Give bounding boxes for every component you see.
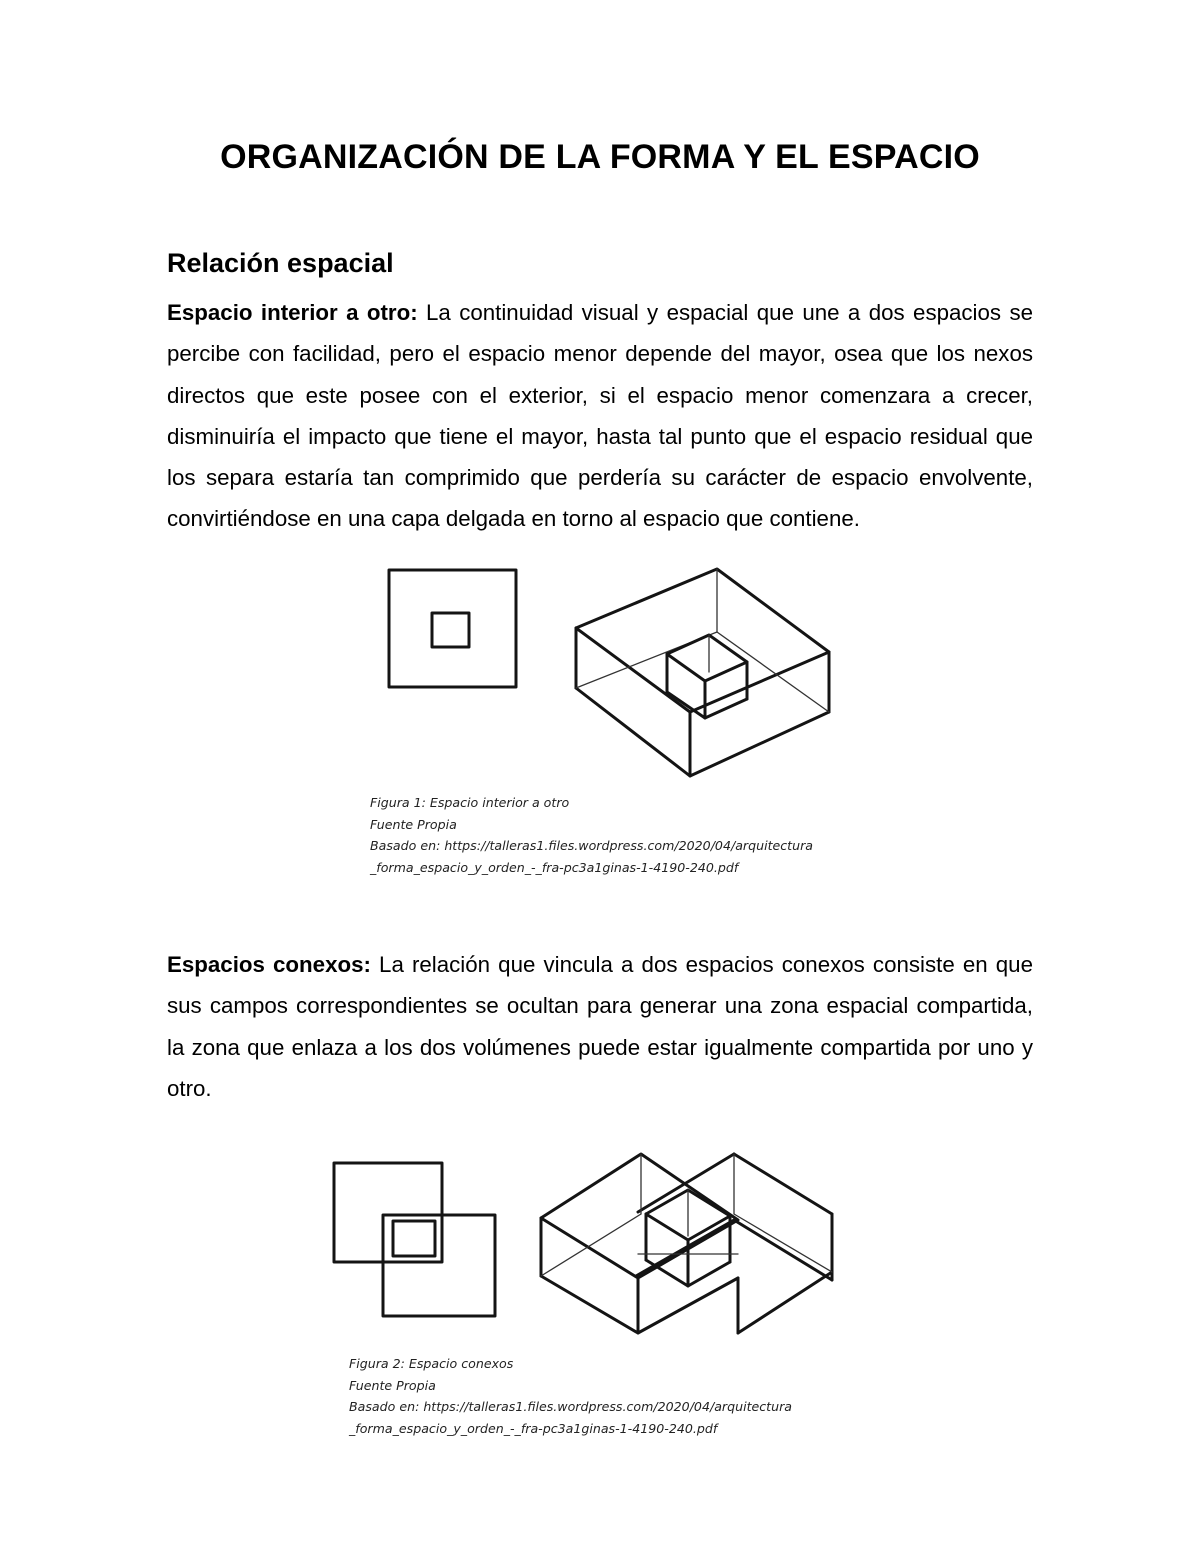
paragraph-espacios-conexos — [167, 944, 1033, 1109]
paragraph-espacio-interior — [167, 292, 1033, 540]
caption-line: _forma_espacio_y_orden_-_fra-pc3a1ginas-1-4190-240.pdf — [370, 859, 739, 875]
figure1-plan-drawing — [386, 566, 520, 690]
paragraph-body: La continuidad visual y espacial que une a dos espacios se percibe con facilidad, pero el espacio menor depende del mayor, osea que los nexos directos que este posee con el exterior, si el espacio menor comenzara a crecer, disminuiría el impacto que tiene el mayor, hasta tal punto que el espacio residual que los separa estaría tan comprimido que perdería su carácter de espacio envolvente, convirtiéndose en una capa delgada en torno al espacio que contiene. — [167, 300, 1033, 532]
paragraph-body: La relación que vincula a dos espacios conexos consiste en que sus campos correspondientes se ocultan para generar una zona espacial compartida, la zona que enlaza a los dos volúmenes puede estar igualmente compartida por uno y otro. — [167, 952, 1033, 1101]
caption-line: Fuente Propia — [370, 816, 457, 832]
section-heading: Relación espacial — [167, 248, 394, 278]
figure2-isometric-drawing — [538, 1150, 836, 1336]
figure2-plan-drawing — [331, 1159, 499, 1319]
caption-line: Fuente Propia — [349, 1377, 436, 1393]
figure1-caption — [370, 792, 813, 878]
caption-line: _forma_espacio_y_orden_-_fra-pc3a1ginas-1-4190-240.pdf — [349, 1420, 718, 1436]
caption-line: Figura 2: Espacio conexos — [349, 1356, 514, 1371]
paragraph-lead: Espacios conexos: — [167, 952, 371, 977]
paragraph-lead: Espacio interior a otro: — [167, 300, 418, 325]
caption-line: Basado en: https://talleras1.files.wordpress.com/2020/04/arquitectura — [370, 838, 813, 853]
document-title: ORGANIZACIÓN DE LA FORMA Y EL ESPACIO — [220, 138, 980, 176]
figure2-caption — [349, 1353, 792, 1439]
caption-line: Basado en: https://talleras1.files.wordpress.com/2020/04/arquitectura — [349, 1399, 792, 1414]
figure1-isometric-drawing — [572, 566, 834, 780]
caption-line: Figura 1: Espacio interior a otro — [370, 795, 570, 810]
